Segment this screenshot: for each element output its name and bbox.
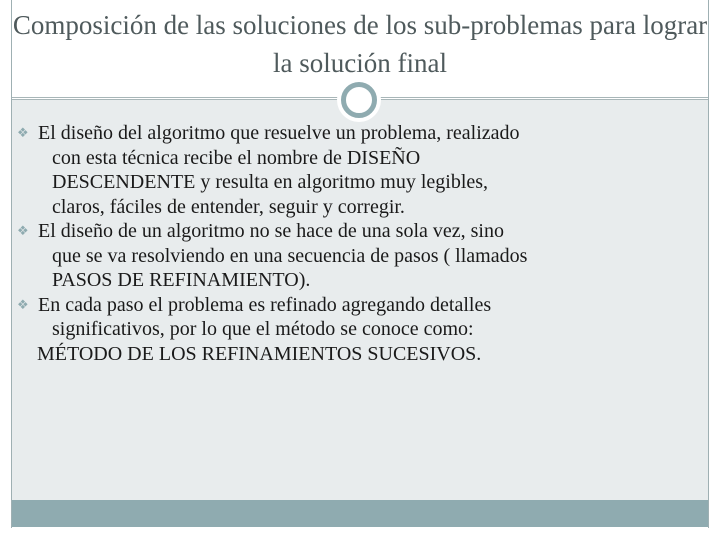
ornament-bullet-icon: ❖ (17, 296, 29, 312)
footer-bar (12, 500, 708, 527)
circle-ornament-icon (337, 78, 381, 122)
ornament-bullet-icon: ❖ (17, 125, 29, 140)
bullet-line: PASOS DE REFINAMIENTO). (52, 269, 311, 291)
slide-title: Composición de las soluciones de los sub-problemas para lograr la solución final (12, 10, 708, 78)
bullet-line: El diseño del algoritmo que resuelve un problema, realizado (38, 122, 520, 144)
bullet-item (17, 293, 698, 342)
bullet-line: El diseño de un algoritmo no se hace de una sola vez, sino (38, 220, 504, 242)
bullet-line: claros, fáciles de entender, seguir y corregir. (52, 195, 405, 218)
bullet-item (17, 121, 698, 219)
bullet-line: DESCENDENTE y resulta en algoritmo muy legibles, (52, 171, 489, 193)
bullet-line: con esta técnica recibe el nombre de DISEÑO (52, 146, 421, 169)
bullet-item (17, 219, 698, 293)
bullet-list (17, 121, 698, 366)
closing-line: MÉTODO DE LOS REFINAMIENTOS SUCESIVOS. (37, 342, 482, 365)
bullet-line: que se va resolviendo en una secuencia de pasos ( llamados (52, 244, 528, 267)
bullet-line: significativos, por lo que el método se conoce como: (52, 318, 474, 340)
ornament-bullet-icon: ❖ (17, 223, 29, 238)
bullet-line: En cada paso el problema es refinado agregando detalles (38, 293, 492, 316)
circle-ring (341, 82, 377, 118)
